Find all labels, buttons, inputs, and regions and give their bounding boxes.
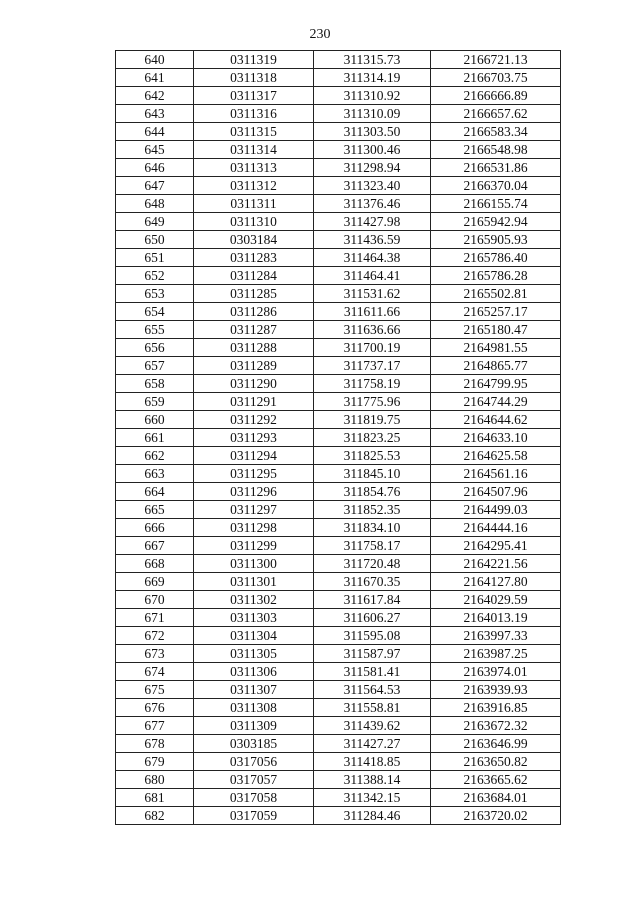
point-id-cell: 0311308 (194, 699, 314, 717)
point-number-cell: 670 (116, 591, 194, 609)
point-id-cell: 0311293 (194, 429, 314, 447)
table-row (116, 789, 561, 807)
x-coordinate-cell: 311825.53 (314, 447, 431, 465)
x-coordinate-cell: 311581.41 (314, 663, 431, 681)
point-id-cell: 0311294 (194, 447, 314, 465)
x-coordinate-cell: 311464.41 (314, 267, 431, 285)
x-coordinate-cell: 311606.27 (314, 609, 431, 627)
table-row (116, 105, 561, 123)
point-id-cell: 0311288 (194, 339, 314, 357)
table-row (116, 681, 561, 699)
point-number-cell: 648 (116, 195, 194, 213)
y-coordinate-cell: 2164295.41 (431, 537, 561, 555)
point-number-cell: 671 (116, 609, 194, 627)
y-coordinate-cell: 2166703.75 (431, 69, 561, 87)
y-coordinate-cell: 2163916.85 (431, 699, 561, 717)
point-number-cell: 644 (116, 123, 194, 141)
point-id-cell: 0311306 (194, 663, 314, 681)
x-coordinate-cell: 311342.15 (314, 789, 431, 807)
y-coordinate-cell: 2165502.81 (431, 285, 561, 303)
table-row (116, 609, 561, 627)
table-row (116, 645, 561, 663)
y-coordinate-cell: 2166666.89 (431, 87, 561, 105)
table-row (116, 231, 561, 249)
table-row (116, 753, 561, 771)
y-coordinate-cell: 2165942.94 (431, 213, 561, 231)
x-coordinate-cell: 311758.19 (314, 375, 431, 393)
y-coordinate-cell: 2164644.62 (431, 411, 561, 429)
point-id-cell: 0311298 (194, 519, 314, 537)
y-coordinate-cell: 2166583.34 (431, 123, 561, 141)
point-id-cell: 0311301 (194, 573, 314, 591)
table-row (116, 303, 561, 321)
table-row (116, 249, 561, 267)
y-coordinate-cell: 2166155.74 (431, 195, 561, 213)
x-coordinate-cell: 311617.84 (314, 591, 431, 609)
point-id-cell: 0311285 (194, 285, 314, 303)
table-row (116, 285, 561, 303)
point-id-cell: 0311309 (194, 717, 314, 735)
point-number-cell: 642 (116, 87, 194, 105)
y-coordinate-cell: 2163646.99 (431, 735, 561, 753)
x-coordinate-cell: 311531.62 (314, 285, 431, 303)
point-id-cell: 0311287 (194, 321, 314, 339)
point-number-cell: 655 (116, 321, 194, 339)
point-id-cell: 0311313 (194, 159, 314, 177)
point-id-cell: 0311284 (194, 267, 314, 285)
table-row (116, 807, 561, 825)
point-number-cell: 645 (116, 141, 194, 159)
table-row (116, 555, 561, 573)
y-coordinate-cell: 2165180.47 (431, 321, 561, 339)
table-row (116, 465, 561, 483)
point-id-cell: 0311316 (194, 105, 314, 123)
y-coordinate-cell: 2166548.98 (431, 141, 561, 159)
point-number-cell: 676 (116, 699, 194, 717)
point-id-cell: 0311286 (194, 303, 314, 321)
x-coordinate-cell: 311298.94 (314, 159, 431, 177)
table-row (116, 447, 561, 465)
x-coordinate-cell: 311427.98 (314, 213, 431, 231)
point-number-cell: 653 (116, 285, 194, 303)
point-id-cell: 0317056 (194, 753, 314, 771)
y-coordinate-cell: 2164444.16 (431, 519, 561, 537)
point-id-cell: 0317058 (194, 789, 314, 807)
point-id-cell: 0311312 (194, 177, 314, 195)
point-number-cell: 640 (116, 51, 194, 69)
y-coordinate-cell: 2164981.55 (431, 339, 561, 357)
x-coordinate-cell: 311700.19 (314, 339, 431, 357)
table-row (116, 195, 561, 213)
x-coordinate-cell: 311418.85 (314, 753, 431, 771)
x-coordinate-cell: 311823.25 (314, 429, 431, 447)
x-coordinate-cell: 311439.62 (314, 717, 431, 735)
point-number-cell: 666 (116, 519, 194, 537)
y-coordinate-cell: 2164799.95 (431, 375, 561, 393)
point-number-cell: 669 (116, 573, 194, 591)
x-coordinate-cell: 311558.81 (314, 699, 431, 717)
table-row (116, 51, 561, 69)
y-coordinate-cell: 2166657.62 (431, 105, 561, 123)
x-coordinate-cell: 311310.09 (314, 105, 431, 123)
point-id-cell: 0311303 (194, 609, 314, 627)
y-coordinate-cell: 2163720.02 (431, 807, 561, 825)
point-id-cell: 0311307 (194, 681, 314, 699)
table-row (116, 393, 561, 411)
x-coordinate-cell: 311819.75 (314, 411, 431, 429)
point-number-cell: 651 (116, 249, 194, 267)
point-id-cell: 0311290 (194, 375, 314, 393)
x-coordinate-cell: 311388.14 (314, 771, 431, 789)
x-coordinate-cell: 311303.50 (314, 123, 431, 141)
y-coordinate-cell: 2164625.58 (431, 447, 561, 465)
point-number-cell: 663 (116, 465, 194, 483)
point-number-cell: 659 (116, 393, 194, 411)
point-id-cell: 0311295 (194, 465, 314, 483)
x-coordinate-cell: 311314.19 (314, 69, 431, 87)
x-coordinate-cell: 311376.46 (314, 195, 431, 213)
y-coordinate-cell: 2164499.03 (431, 501, 561, 519)
table-row (116, 321, 561, 339)
y-coordinate-cell: 2164029.59 (431, 591, 561, 609)
x-coordinate-cell: 311310.92 (314, 87, 431, 105)
point-number-cell: 674 (116, 663, 194, 681)
table-row (116, 627, 561, 645)
table-row (116, 717, 561, 735)
y-coordinate-cell: 2163974.01 (431, 663, 561, 681)
point-number-cell: 682 (116, 807, 194, 825)
point-id-cell: 0303185 (194, 735, 314, 753)
point-number-cell: 664 (116, 483, 194, 501)
point-number-cell: 643 (116, 105, 194, 123)
table-row (116, 411, 561, 429)
x-coordinate-cell: 311758.17 (314, 537, 431, 555)
coordinates-table (115, 50, 561, 825)
x-coordinate-cell: 311775.96 (314, 393, 431, 411)
point-number-cell: 680 (116, 771, 194, 789)
table-row (116, 735, 561, 753)
y-coordinate-cell: 2166370.04 (431, 177, 561, 195)
table-row (116, 123, 561, 141)
point-number-cell: 657 (116, 357, 194, 375)
y-coordinate-cell: 2165257.17 (431, 303, 561, 321)
point-number-cell: 650 (116, 231, 194, 249)
y-coordinate-cell: 2163650.82 (431, 753, 561, 771)
point-number-cell: 641 (116, 69, 194, 87)
table-row (116, 501, 561, 519)
x-coordinate-cell: 311636.66 (314, 321, 431, 339)
y-coordinate-cell: 2163997.33 (431, 627, 561, 645)
point-id-cell: 0311291 (194, 393, 314, 411)
y-coordinate-cell: 2163684.01 (431, 789, 561, 807)
point-number-cell: 660 (116, 411, 194, 429)
point-id-cell: 0311314 (194, 141, 314, 159)
table-row (116, 699, 561, 717)
x-coordinate-cell: 311845.10 (314, 465, 431, 483)
y-coordinate-cell: 2164865.77 (431, 357, 561, 375)
x-coordinate-cell: 311315.73 (314, 51, 431, 69)
y-coordinate-cell: 2164744.29 (431, 393, 561, 411)
point-id-cell: 0311318 (194, 69, 314, 87)
point-id-cell: 0311304 (194, 627, 314, 645)
table-row (116, 177, 561, 195)
point-number-cell: 672 (116, 627, 194, 645)
table-row (116, 357, 561, 375)
table-row (116, 339, 561, 357)
y-coordinate-cell: 2163939.93 (431, 681, 561, 699)
x-coordinate-cell: 311834.10 (314, 519, 431, 537)
point-number-cell: 658 (116, 375, 194, 393)
point-id-cell: 0317059 (194, 807, 314, 825)
page-number: 230 (309, 27, 331, 42)
point-number-cell: 675 (116, 681, 194, 699)
point-number-cell: 673 (116, 645, 194, 663)
table-row (116, 159, 561, 177)
table-row (116, 69, 561, 87)
point-id-cell: 0311283 (194, 249, 314, 267)
x-coordinate-cell: 311595.08 (314, 627, 431, 645)
x-coordinate-cell: 311670.35 (314, 573, 431, 591)
point-id-cell: 0303184 (194, 231, 314, 249)
point-id-cell: 0311289 (194, 357, 314, 375)
point-number-cell: 677 (116, 717, 194, 735)
point-id-cell: 0311299 (194, 537, 314, 555)
table-row (116, 141, 561, 159)
point-number-cell: 652 (116, 267, 194, 285)
point-id-cell: 0311297 (194, 501, 314, 519)
point-number-cell: 681 (116, 789, 194, 807)
y-coordinate-cell: 2164633.10 (431, 429, 561, 447)
x-coordinate-cell: 311737.17 (314, 357, 431, 375)
table-row (116, 375, 561, 393)
x-coordinate-cell: 311611.66 (314, 303, 431, 321)
point-id-cell: 0311311 (194, 195, 314, 213)
point-id-cell: 0311310 (194, 213, 314, 231)
y-coordinate-cell: 2163665.62 (431, 771, 561, 789)
y-coordinate-cell: 2164221.56 (431, 555, 561, 573)
table-row (116, 573, 561, 591)
x-coordinate-cell: 311436.59 (314, 231, 431, 249)
table-row (116, 537, 561, 555)
table-row (116, 213, 561, 231)
y-coordinate-cell: 2166721.13 (431, 51, 561, 69)
point-id-cell: 0317057 (194, 771, 314, 789)
point-id-cell: 0311302 (194, 591, 314, 609)
x-coordinate-cell: 311464.38 (314, 249, 431, 267)
x-coordinate-cell: 311284.46 (314, 807, 431, 825)
table-row (116, 267, 561, 285)
point-number-cell: 678 (116, 735, 194, 753)
table-row (116, 87, 561, 105)
table-row (116, 663, 561, 681)
table-row (116, 429, 561, 447)
point-number-cell: 661 (116, 429, 194, 447)
x-coordinate-cell: 311852.35 (314, 501, 431, 519)
point-number-cell: 646 (116, 159, 194, 177)
point-number-cell: 654 (116, 303, 194, 321)
table-row (116, 591, 561, 609)
table-row (116, 771, 561, 789)
point-number-cell: 679 (116, 753, 194, 771)
point-id-cell: 0311319 (194, 51, 314, 69)
point-id-cell: 0311315 (194, 123, 314, 141)
y-coordinate-cell: 2164013.19 (431, 609, 561, 627)
point-number-cell: 647 (116, 177, 194, 195)
x-coordinate-cell: 311854.76 (314, 483, 431, 501)
point-id-cell: 0311300 (194, 555, 314, 573)
table-body (116, 51, 561, 825)
x-coordinate-cell: 311720.48 (314, 555, 431, 573)
table-row (116, 483, 561, 501)
table-row (116, 519, 561, 537)
y-coordinate-cell: 2165786.40 (431, 249, 561, 267)
point-number-cell: 665 (116, 501, 194, 519)
point-id-cell: 0311305 (194, 645, 314, 663)
point-id-cell: 0311292 (194, 411, 314, 429)
y-coordinate-cell: 2165786.28 (431, 267, 561, 285)
point-number-cell: 656 (116, 339, 194, 357)
y-coordinate-cell: 2164561.16 (431, 465, 561, 483)
x-coordinate-cell: 311323.40 (314, 177, 431, 195)
point-number-cell: 668 (116, 555, 194, 573)
y-coordinate-cell: 2164127.80 (431, 573, 561, 591)
y-coordinate-cell: 2165905.93 (431, 231, 561, 249)
point-number-cell: 649 (116, 213, 194, 231)
y-coordinate-cell: 2164507.96 (431, 483, 561, 501)
y-coordinate-cell: 2163987.25 (431, 645, 561, 663)
x-coordinate-cell: 311587.97 (314, 645, 431, 663)
point-number-cell: 667 (116, 537, 194, 555)
y-coordinate-cell: 2163672.32 (431, 717, 561, 735)
x-coordinate-cell: 311427.27 (314, 735, 431, 753)
point-id-cell: 0311317 (194, 87, 314, 105)
point-id-cell: 0311296 (194, 483, 314, 501)
point-number-cell: 662 (116, 447, 194, 465)
x-coordinate-cell: 311300.46 (314, 141, 431, 159)
x-coordinate-cell: 311564.53 (314, 681, 431, 699)
y-coordinate-cell: 2166531.86 (431, 159, 561, 177)
